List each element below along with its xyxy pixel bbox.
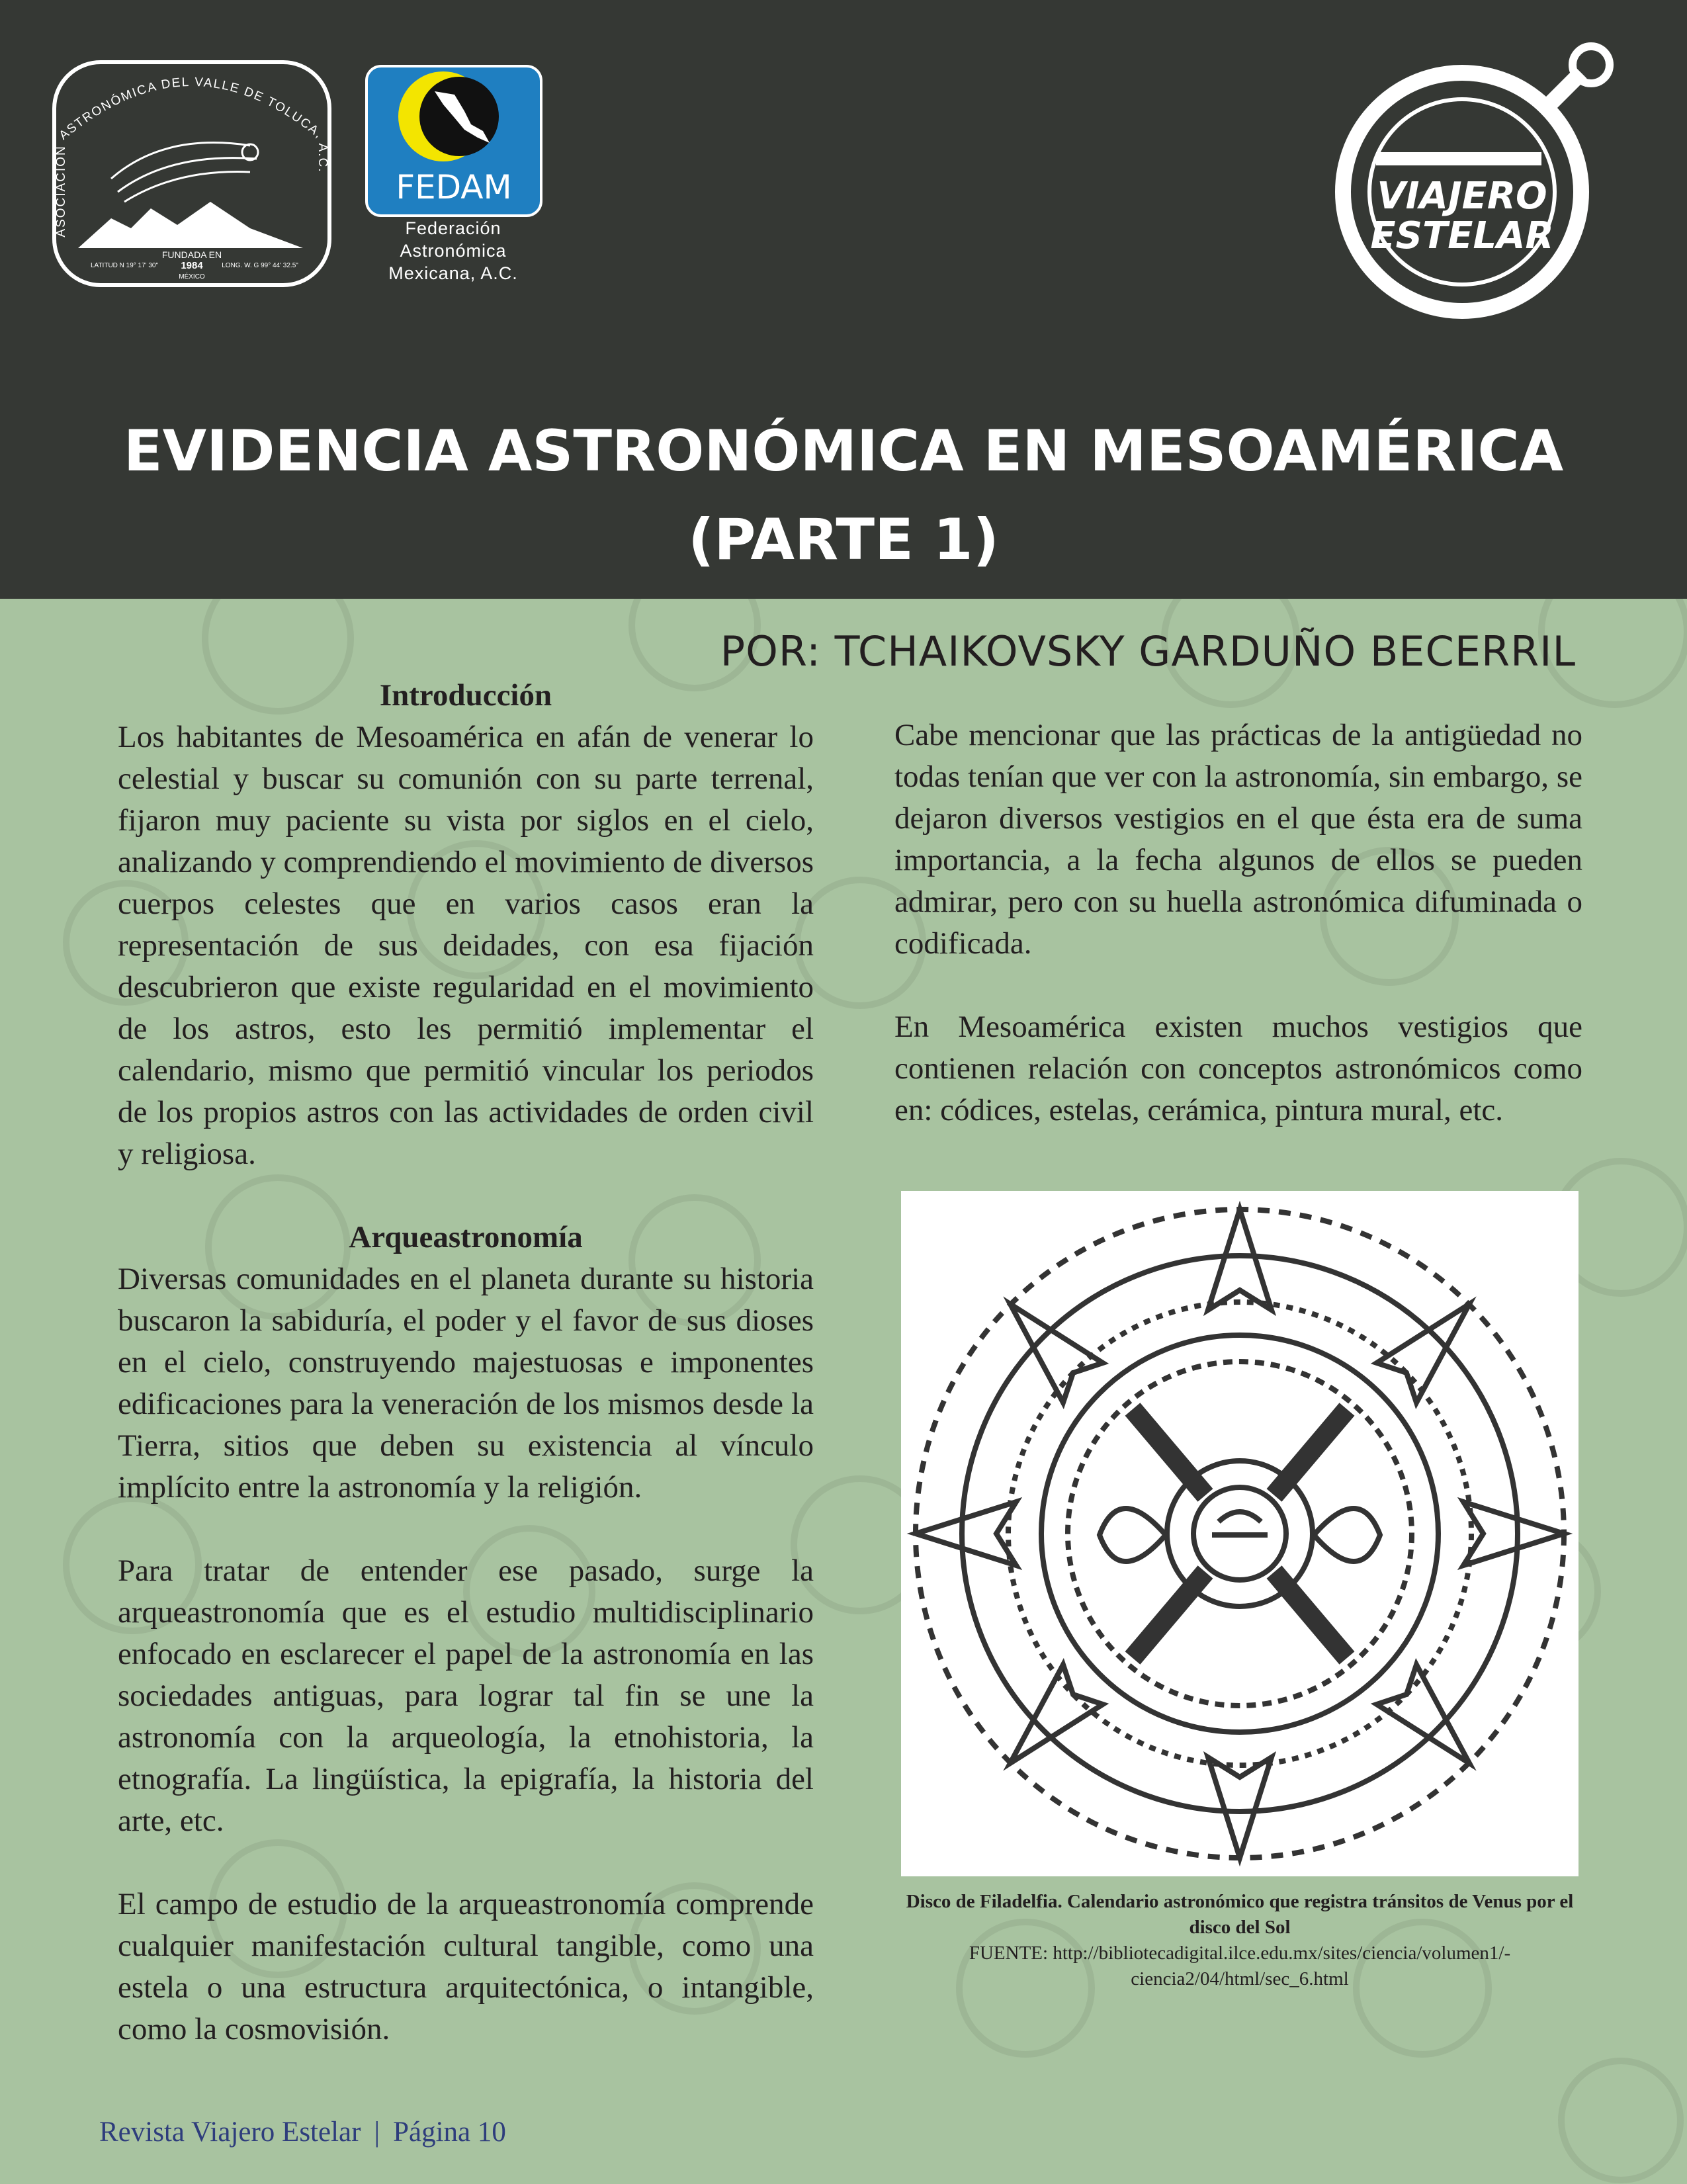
aavt-mexico: MÉXICO xyxy=(179,273,205,281)
heading-arqueastronomia: Arqueastronomía xyxy=(349,1220,583,1254)
paragraph-arqueo-2: Para tratar de entender ese pasado, surge la arqueastronomía que es el estudio multidisciplinario enfocado en esclarecer el papel de la astronomía en las sociedades antiguas, para lograr tal fin se une la astronomía con la arqueología, la etnohistoria, la etnografía. La lingüística, la epigrafía, la historia del arte, etc. xyxy=(118,1553,814,1838)
heading-introduccion: Introducción xyxy=(379,678,552,713)
aavt-founded: FUNDADA EN xyxy=(161,249,222,260)
page-footer xyxy=(99,2116,506,2148)
figure-caption xyxy=(887,1889,1593,1992)
fedam-line1: Federación xyxy=(405,218,501,238)
fedam-line3: Mexicana, A.C. xyxy=(388,263,518,283)
paragraph-arqueo-1: Diversas comunidades en el planeta durante su historia buscaron la sabiduría, el poder y el favor de sus dioses en el cielo, construyendo majestuosas e imponentes edificaciones para la veneración de los mismos desde la Tierra, sitios que deben su existencia al vínculo implícito entre la astronomía y la religión. xyxy=(118,1262,814,1505)
caption-title: Disco de Filadelfia. Calendario astronómico que registra tránsitos de Venus por el disco del Sol xyxy=(906,1891,1574,1938)
disco-de-filadelfia-image xyxy=(901,1191,1579,1876)
footer-separator: | xyxy=(374,2117,380,2148)
fedam-name xyxy=(344,217,562,284)
aavt-year: 1984 xyxy=(181,260,203,271)
viajero-line1: VIAJERO xyxy=(1377,175,1547,218)
right-column xyxy=(894,715,1582,1173)
aavt-latitude: LATITUD N 19° 17' 30" xyxy=(90,262,159,269)
aavt-ring-text: ASOCIACIÓN ASTRONÓMICA DEL VALLE DE TOLUCA, A.C. xyxy=(54,75,329,238)
left-column xyxy=(118,675,814,2092)
author-byline: POR: TCHAIKOVSKY GARDUÑO BECERRIL xyxy=(720,627,1576,676)
title-line1: EVIDENCIA ASTRONÓMICA EN MESOAMÉRICA xyxy=(123,418,1564,484)
page-title xyxy=(0,407,1687,584)
fedam-logo xyxy=(365,65,542,217)
title-line2: (PARTE 1) xyxy=(688,507,999,573)
paragraph-right-1: Cabe mencionar que las prácticas de la antigüedad no todas tenían que ver con la astronomía, sin embargo, se dejaron diversos vestigios en el que ésta era de suma importancia, a la fecha algunos de ellos se pueden admirar, pero con su huella astronómica difuminada o codificada. xyxy=(894,718,1582,961)
footer-magazine: Revista Viajero Estelar xyxy=(99,2117,361,2148)
paragraph-arqueo-3: El campo de estudio de la arqueastronomía comprende cualquier manifestación cultural tangible, como una estela o una estructura arquitectónica, o intangible, como la cosmovisión. xyxy=(118,1887,814,2046)
aavt-logo xyxy=(52,60,332,288)
footer-page-number: Página 10 xyxy=(393,2117,506,2148)
viajero-estelar-logo xyxy=(1323,40,1627,324)
caption-source: FUENTE: http://bibliotecadigital.ilce.edu.mx/sites/ciencia/volumen1/-ciencia2/04/html/sec_6.html xyxy=(969,1943,1511,1989)
paragraph-right-2: En Mesoamérica existen muchos vestigios que contienen relación con conceptos astronómicos como en: códices, estelas, cerámica, pintura mural, etc. xyxy=(894,1010,1582,1127)
fedam-acronym: FEDAM xyxy=(396,168,512,206)
viajero-line2: ESTELAR xyxy=(1370,214,1554,257)
aavt-longitude: LONG. W. G 99° 44' 32.5" xyxy=(222,262,298,269)
paragraph-intro: Los habitantes de Mesoamérica en afán de venerar lo celestial y buscar su comunión con su parte terrenal, fijaron muy paciente su vista por siglos en el cielo, analizando y comprendiendo el movimiento de diversos cuerpos celestes que en varios casos eran la representación de sus deidades, con esa fijación descubrieron que existe regularidad en el movimiento de los astros, esto les permitió implementar el calendario, mismo que permitió vincular los periodos de los propios astros con las actividades de orden civil y religiosa. xyxy=(118,720,814,1171)
disc-illustration xyxy=(901,1191,1579,1876)
fedam-line2: Astronómica xyxy=(400,241,507,261)
